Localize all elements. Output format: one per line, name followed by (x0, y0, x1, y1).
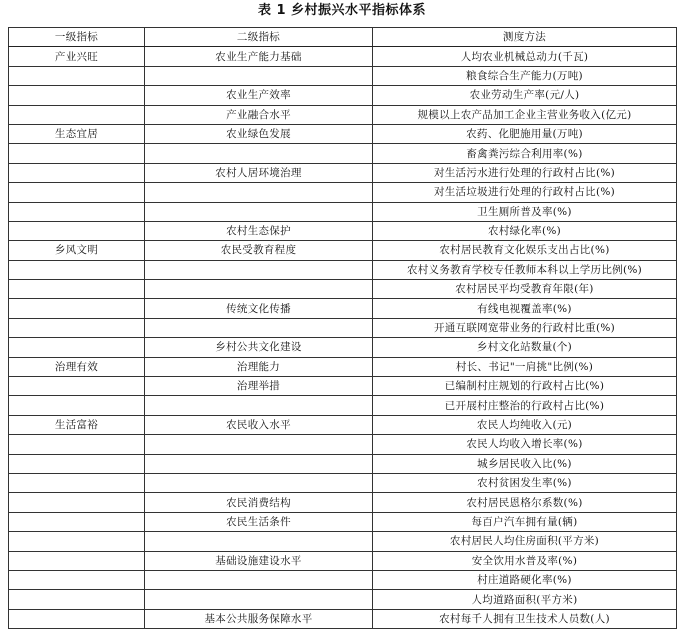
level2-cell: 乡村公共文化建设 (145, 338, 373, 357)
method-cell: 村庄道路硬化率(%) (373, 570, 677, 589)
table-row (9, 551, 677, 570)
method-cell: 农村绿化率(%) (373, 221, 677, 240)
level2-cell (145, 454, 373, 473)
level1-cell: 生态宜居 (9, 124, 145, 143)
level1-cell (9, 512, 145, 531)
level1-cell (9, 66, 145, 85)
level2-cell: 农民生活条件 (145, 512, 373, 531)
level2-cell: 产业融合水平 (145, 105, 373, 124)
table-row (9, 260, 677, 279)
indicator-table (8, 27, 677, 629)
table-row (9, 299, 677, 318)
level1-cell (9, 202, 145, 221)
level2-cell: 农业绿色发展 (145, 124, 373, 143)
level1-cell (9, 221, 145, 240)
level1-cell (9, 551, 145, 570)
table-row (9, 512, 677, 531)
table-row (9, 473, 677, 492)
level2-cell (145, 66, 373, 85)
level1-cell (9, 473, 145, 492)
level2-cell (145, 396, 373, 415)
level2-cell (145, 435, 373, 454)
table-row (9, 66, 677, 85)
table-title: 表 1 乡村振兴水平指标体系 (257, 3, 427, 18)
method-cell: 农村每千人拥有卫生技术人员数(人) (373, 609, 677, 628)
method-cell: 安全饮用水普及率(%) (373, 551, 677, 570)
level1-cell (9, 454, 145, 473)
method-cell: 人均道路面积(平方米) (373, 590, 677, 609)
level2-cell (145, 202, 373, 221)
level1-cell (9, 609, 145, 628)
method-cell: 农村居民恩格尔系数(%) (373, 493, 677, 512)
level2-cell (145, 590, 373, 609)
level1-cell (9, 163, 145, 182)
level2-cell: 农村生态保护 (145, 221, 373, 240)
level2-cell: 农业生产能力基础 (145, 47, 373, 66)
method-cell: 畜禽粪污综合利用率(%) (373, 144, 677, 163)
level2-cell: 传统文化传播 (145, 299, 373, 318)
table-row (9, 105, 677, 124)
table-row (9, 86, 677, 105)
method-cell: 村长、书记"一肩挑"比例(%) (373, 357, 677, 376)
method-cell: 农民人均收入增长率(%) (373, 435, 677, 454)
table-row (9, 163, 677, 182)
table-row (9, 454, 677, 473)
method-cell: 规模以上农产品加工企业主营业务收入(亿元) (373, 105, 677, 124)
table-row (9, 183, 677, 202)
table-row (9, 532, 677, 551)
level2-cell (145, 260, 373, 279)
method-cell: 农村居民平均受教育年限(年) (373, 280, 677, 299)
method-cell: 农村义务教育学校专任教师本科以上学历比例(%) (373, 260, 677, 279)
level2-cell: 农业生产效率 (145, 86, 373, 105)
level1-cell (9, 338, 145, 357)
level2-cell: 农民受教育程度 (145, 241, 373, 260)
level2-cell (145, 532, 373, 551)
table-row (9, 144, 677, 163)
level2-cell (145, 570, 373, 589)
header-row (9, 28, 677, 47)
level1-cell (9, 86, 145, 105)
method-cell: 农民人均纯收入(元) (373, 415, 677, 434)
method-cell: 乡村文化站数量(个) (373, 338, 677, 357)
level1-cell (9, 260, 145, 279)
table-row (9, 396, 677, 415)
table-row (9, 124, 677, 143)
level1-cell (9, 144, 145, 163)
method-cell: 已开展村庄整治的行政村占比(%) (373, 396, 677, 415)
method-cell: 城乡居民收入比(%) (373, 454, 677, 473)
table-row (9, 435, 677, 454)
table-body (9, 47, 677, 629)
method-cell: 农村居民教育文化娱乐支出占比(%) (373, 241, 677, 260)
level1-cell (9, 435, 145, 454)
table-row (9, 280, 677, 299)
method-cell: 开通互联网宽带业务的行政村比重(%) (373, 318, 677, 337)
level2-cell (145, 144, 373, 163)
table-row (9, 338, 677, 357)
header-method: 测度方法 (373, 28, 677, 47)
table-row (9, 377, 677, 396)
level1-cell (9, 532, 145, 551)
method-cell: 农村居民人均住房面积(平方米) (373, 532, 677, 551)
level1-cell (9, 590, 145, 609)
level1-cell: 生活富裕 (9, 415, 145, 434)
method-cell: 卫生厕所普及率(%) (373, 202, 677, 221)
level2-cell (145, 473, 373, 492)
level1-cell (9, 299, 145, 318)
level1-cell: 治理有效 (9, 357, 145, 376)
method-cell: 对生活垃圾进行处理的行政村占比(%) (373, 183, 677, 202)
header-level1: 一级指标 (9, 28, 145, 47)
table-row (9, 221, 677, 240)
method-cell: 已编制村庄规划的行政村占比(%) (373, 377, 677, 396)
table-row (9, 493, 677, 512)
header-level2: 二级指标 (145, 28, 373, 47)
level2-cell: 农民收入水平 (145, 415, 373, 434)
level2-cell: 农村人居环境治理 (145, 163, 373, 182)
table-row (9, 415, 677, 434)
level1-cell (9, 396, 145, 415)
level2-cell (145, 183, 373, 202)
level1-cell (9, 280, 145, 299)
level1-cell: 乡风文明 (9, 241, 145, 260)
level1-cell (9, 318, 145, 337)
method-cell: 农药、化肥施用量(万吨) (373, 124, 677, 143)
method-cell: 对生活污水进行处理的行政村占比(%) (373, 163, 677, 182)
level2-cell: 农民消费结构 (145, 493, 373, 512)
method-cell: 有线电视覆盖率(%) (373, 299, 677, 318)
table-row (9, 202, 677, 221)
level2-cell (145, 280, 373, 299)
method-cell: 粮食综合生产能力(万吨) (373, 66, 677, 85)
level1-cell (9, 183, 145, 202)
method-cell: 每百户汽车拥有量(辆) (373, 512, 677, 531)
table-row (9, 570, 677, 589)
level1-cell (9, 105, 145, 124)
table-row (9, 357, 677, 376)
level1-cell (9, 570, 145, 589)
level2-cell: 基础设施建设水平 (145, 551, 373, 570)
level1-cell: 产业兴旺 (9, 47, 145, 66)
table-row (9, 47, 677, 66)
method-cell: 农村贫困发生率(%) (373, 473, 677, 492)
table-row (9, 609, 677, 628)
level1-cell (9, 493, 145, 512)
table-row (9, 590, 677, 609)
method-cell: 农业劳动生产率(元/人) (373, 86, 677, 105)
level2-cell: 治理举措 (145, 377, 373, 396)
method-cell: 人均农业机械总动力(千瓦) (373, 47, 677, 66)
table-row (9, 318, 677, 337)
table-row (9, 241, 677, 260)
level2-cell (145, 318, 373, 337)
level2-cell: 治理能力 (145, 357, 373, 376)
level1-cell (9, 377, 145, 396)
level2-cell: 基本公共服务保障水平 (145, 609, 373, 628)
